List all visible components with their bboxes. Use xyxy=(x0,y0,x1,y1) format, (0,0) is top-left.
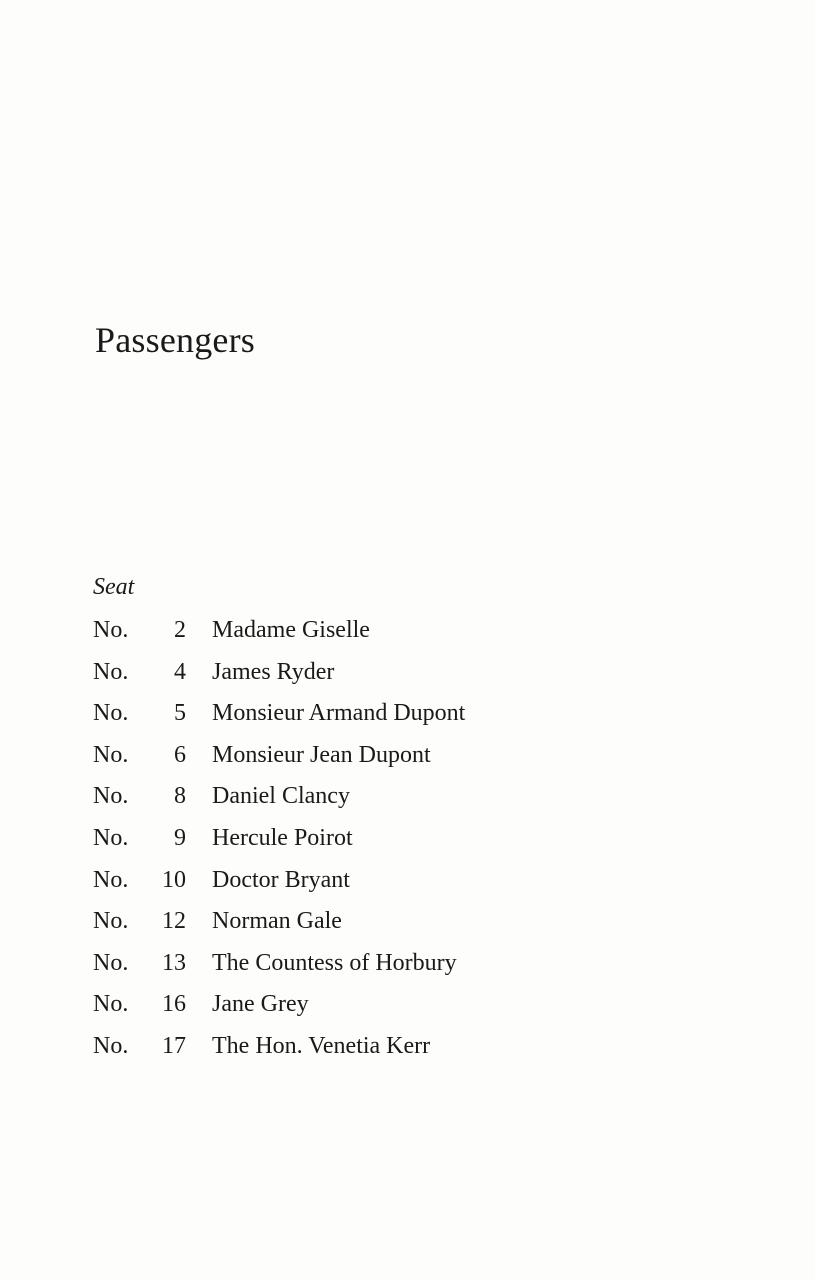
seat-number: 4 xyxy=(174,658,186,685)
passenger-name: Monsieur Jean Dupont xyxy=(212,741,431,768)
seat-number: 16 xyxy=(162,991,186,1018)
seat-number: 10 xyxy=(162,866,186,893)
seat-prefix: No. xyxy=(93,783,129,810)
seat-row xyxy=(0,904,815,946)
passenger-name: Monsieur Armand Dupont xyxy=(212,700,466,727)
passenger-name: Daniel Clancy xyxy=(212,783,350,810)
seat-prefix: No. xyxy=(93,741,129,768)
seat-prefix: No. xyxy=(93,908,129,935)
seat-row xyxy=(0,987,815,1029)
seat-number: 5 xyxy=(174,700,186,727)
page-title: Passengers xyxy=(95,320,255,360)
seat-prefix: No. xyxy=(93,866,129,893)
seat-number: 8 xyxy=(174,783,186,810)
seat-number: 9 xyxy=(174,824,186,851)
seat-number: 13 xyxy=(162,949,186,976)
passenger-name: Madame Giselle xyxy=(212,617,370,643)
seat-number: 12 xyxy=(162,908,186,935)
passenger-name: The Countess of Horbury xyxy=(212,949,457,976)
seat-number: 2 xyxy=(174,617,186,643)
seat-prefix: No. xyxy=(93,700,129,727)
seat-row xyxy=(0,613,815,655)
passenger-name: The Hon. Venetia Kerr xyxy=(212,1032,431,1059)
seat-prefix: No. xyxy=(93,991,129,1018)
seat-row xyxy=(0,696,815,738)
seat-row xyxy=(0,655,815,697)
passenger-name: James Ryder xyxy=(212,658,335,685)
passenger-name: Norman Gale xyxy=(212,908,342,935)
seat-heading: Seat xyxy=(93,574,135,600)
seat-row xyxy=(0,821,815,863)
passenger-name: Hercule Poirot xyxy=(212,824,353,851)
seat-prefix: No. xyxy=(93,617,129,643)
seat-number: 17 xyxy=(162,1032,186,1059)
seat-list xyxy=(0,613,815,1071)
seat-number: 6 xyxy=(174,741,186,768)
seat-prefix: No. xyxy=(93,824,129,851)
seat-row xyxy=(0,738,815,780)
seat-row xyxy=(0,779,815,821)
seat-prefix: No. xyxy=(93,949,129,976)
seat-prefix: No. xyxy=(93,658,129,685)
passenger-name: Doctor Bryant xyxy=(212,866,350,893)
seat-row xyxy=(0,1029,815,1071)
passenger-name: Jane Grey xyxy=(212,991,309,1018)
seat-prefix: No. xyxy=(93,1032,129,1059)
seat-row xyxy=(0,946,815,988)
seat-row xyxy=(0,863,815,905)
